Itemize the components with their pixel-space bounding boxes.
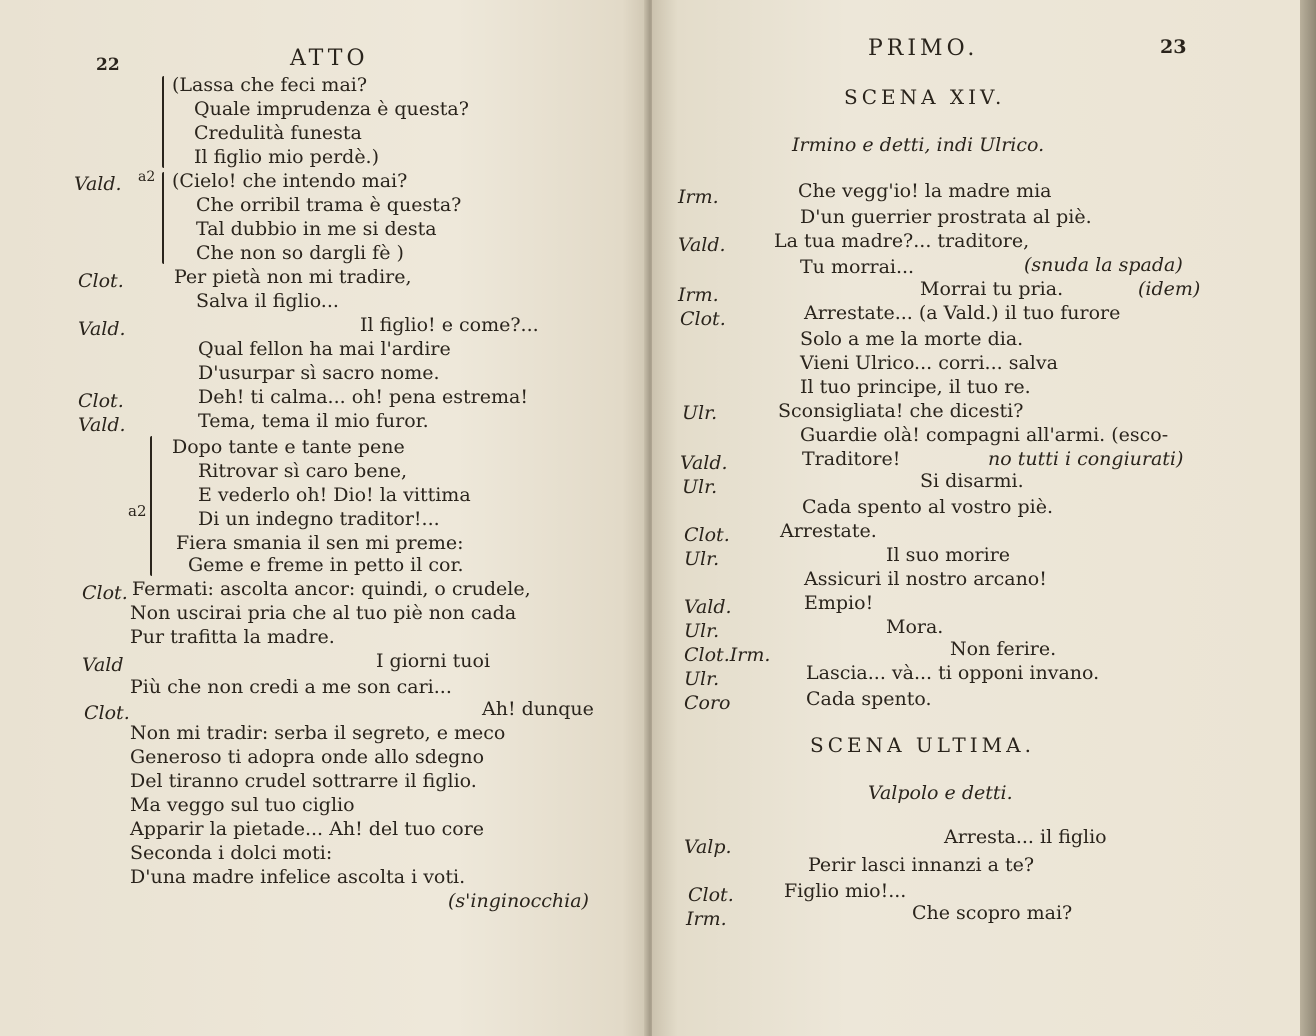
verse-line: Solo a me la morte dia.	[800, 328, 1024, 350]
verse-line: Geme e freme in petto il cor.	[188, 554, 464, 576]
verse-line: Morrai tu pria.	[920, 278, 1064, 300]
speaker-label: Vald.	[684, 596, 732, 618]
verse-line: Dopo tante e tante pene	[172, 436, 405, 458]
verse-line: Generoso ti adopra onde allo sdegno	[130, 746, 485, 768]
page-edges	[1300, 0, 1316, 1036]
verse-line: Lascia... và... ti opponi invano.	[806, 662, 1100, 684]
speaker-label: Vald.	[74, 173, 122, 195]
verse-line: Assicuri il nostro arcano!	[804, 568, 1047, 590]
verse-line: Per pietà non mi tradire,	[174, 266, 412, 288]
verse-line: Arrestate... (a Vald.) il tuo furore	[804, 302, 1121, 324]
verse-line: Fiera smania il sen mi preme:	[176, 532, 464, 554]
verse-line: Non uscirai pria che al tuo piè non cada	[130, 602, 517, 624]
stage-direction: (snuda la spada)	[1024, 254, 1183, 276]
verse-line: Che vegg'io! la madre mia	[798, 180, 1052, 202]
scene-title: SCENA ULTIMA.	[810, 733, 1035, 757]
verse-line: Perir lasci innanzi a te?	[808, 854, 1035, 876]
speaker-label: Clot.	[684, 524, 730, 546]
verse-line: Mora.	[886, 616, 944, 638]
verse-line: Tal dubbio in me si desta	[196, 218, 437, 240]
duet-brace	[162, 76, 164, 168]
verse-line: Sconsigliata! che dicesti?	[778, 400, 1024, 422]
verse-line: D'una madre infelice ascolta i voti.	[130, 866, 466, 888]
verse-line: Tu morrai...	[800, 256, 915, 278]
verse-line: D'usurpar sì sacro nome.	[198, 362, 440, 384]
verse-line: Credulità funesta	[194, 122, 362, 144]
verse-line: Che non so dargli fè )	[196, 242, 404, 264]
verse-line: Ma veggo sul tuo ciglio	[130, 794, 355, 816]
verse-line: Traditore!	[802, 448, 901, 470]
duet-brace	[162, 172, 164, 264]
verse-line: Arresta... il figlio	[944, 826, 1107, 848]
verse-line: Cada spento al vostro piè.	[802, 496, 1053, 518]
speaker-label: Clot.	[82, 582, 128, 604]
verse-line: (Lassa che feci mai?	[172, 74, 368, 96]
verse-line: Non ferire.	[950, 638, 1057, 660]
verse-line: Tema, tema il mio furor.	[198, 410, 429, 432]
verse-line: Guardie olà! compagni all'armi. (esco-	[800, 424, 1169, 446]
speaker-label: Ulr.	[682, 402, 718, 424]
duet-mark: a2	[128, 502, 147, 520]
verse-line: (Cielo! che intendo mai?	[172, 170, 408, 192]
verse-line: Il suo morire	[886, 544, 1011, 566]
verse-line: Di un indegno traditor!...	[198, 508, 440, 530]
verse-line: Pur trafitta la madre.	[130, 626, 335, 648]
scene-characters: Irmino e detti, indi Ulrico.	[792, 134, 1045, 156]
verse-line: Il tuo principe, il tuo re.	[800, 376, 1031, 398]
verse-line: Empio!	[804, 592, 874, 614]
speaker-label: Clot.Irm.	[684, 644, 771, 666]
verse-line: Ah! dunque	[482, 698, 594, 720]
speaker-label: Vald	[82, 654, 124, 676]
speaker-label: Valp.	[684, 836, 732, 858]
verse-line: Seconda i dolci moti:	[130, 842, 333, 864]
speaker-label: Irm.	[678, 284, 719, 306]
speaker-label: Vald.	[678, 234, 726, 256]
verse-line: Qual fellon ha mai l'ardire	[198, 338, 451, 360]
verse-line: E vederlo oh! Dio! la vittima	[198, 484, 471, 506]
verse-line: Più che non credi a me son cari...	[130, 676, 452, 698]
verse-line: D'un guerrier prostrata al piè.	[800, 206, 1092, 228]
duet-mark: a2	[138, 169, 156, 185]
stage-direction: (s'inginocchia)	[448, 890, 589, 912]
running-head: ATTO	[290, 46, 369, 71]
verse-line: Che orribil trama è questa?	[196, 194, 462, 216]
verse-line: Ritrovar sì caro bene,	[198, 460, 408, 482]
speaker-label: Vald.	[680, 452, 728, 474]
speaker-label: Clot.	[688, 884, 734, 906]
running-head: PRIMO.	[868, 36, 979, 61]
verse-line: Arrestate.	[780, 520, 877, 542]
verse-line: La tua madre?... traditore,	[774, 230, 1030, 252]
page-number: 22	[96, 55, 120, 75]
verse-line: Vieni Ulrico... corri... salva	[800, 352, 1058, 374]
duet-brace	[150, 436, 152, 576]
verse-line: Apparir la pietade... Ah! del tuo core	[130, 818, 485, 840]
verse-line: Si disarmi.	[920, 470, 1024, 492]
speaker-label: Coro	[684, 692, 731, 714]
verse-line: Figlio mio!...	[784, 880, 907, 902]
verse-line: Quale imprudenza è questa?	[194, 98, 469, 120]
speaker-label: Clot.	[680, 308, 726, 330]
verse-line: Il figlio! e come?...	[360, 314, 539, 336]
speaker-label: Ulr.	[684, 668, 720, 690]
stage-direction: (idem)	[1138, 278, 1201, 300]
verse-line: I giorni tuoi	[376, 650, 491, 672]
scene-characters: Valpolo e detti.	[868, 782, 1013, 804]
verse-line: Non mi tradir: serba il segreto, e meco	[130, 722, 506, 744]
page-number: 23	[1160, 36, 1187, 58]
verse-line: Deh! ti calma... oh! pena estrema!	[198, 386, 528, 408]
verse-line: Il figlio mio perdè.)	[194, 146, 380, 168]
speaker-label: Irm.	[678, 186, 719, 208]
speaker-label: Ulr.	[684, 620, 720, 642]
speaker-label: Vald.	[78, 414, 126, 436]
speaker-label: Ulr.	[682, 476, 718, 498]
right-page	[652, 0, 1300, 1036]
stage-direction: no tutti i congiurati)	[988, 448, 1184, 470]
verse-line: Del tiranno crudel sottrarre il figlio.	[130, 770, 477, 792]
verse-line: Cada spento.	[806, 688, 932, 710]
speaker-label: Clot.	[84, 702, 130, 724]
speaker-label: Clot.	[78, 270, 124, 292]
verse-line: Salva il figlio...	[196, 290, 339, 312]
verse-line: Fermati: ascolta ancor: quindi, o crudele,	[132, 578, 531, 600]
speaker-label: Ulr.	[684, 548, 720, 570]
speaker-label: Vald.	[78, 318, 126, 340]
left-page	[0, 0, 648, 1036]
speaker-label: Clot.	[78, 390, 124, 412]
verse-line: Che scopro mai?	[912, 902, 1073, 924]
scene-title: SCENA XIV.	[844, 85, 1006, 109]
speaker-label: Irm.	[686, 908, 727, 930]
